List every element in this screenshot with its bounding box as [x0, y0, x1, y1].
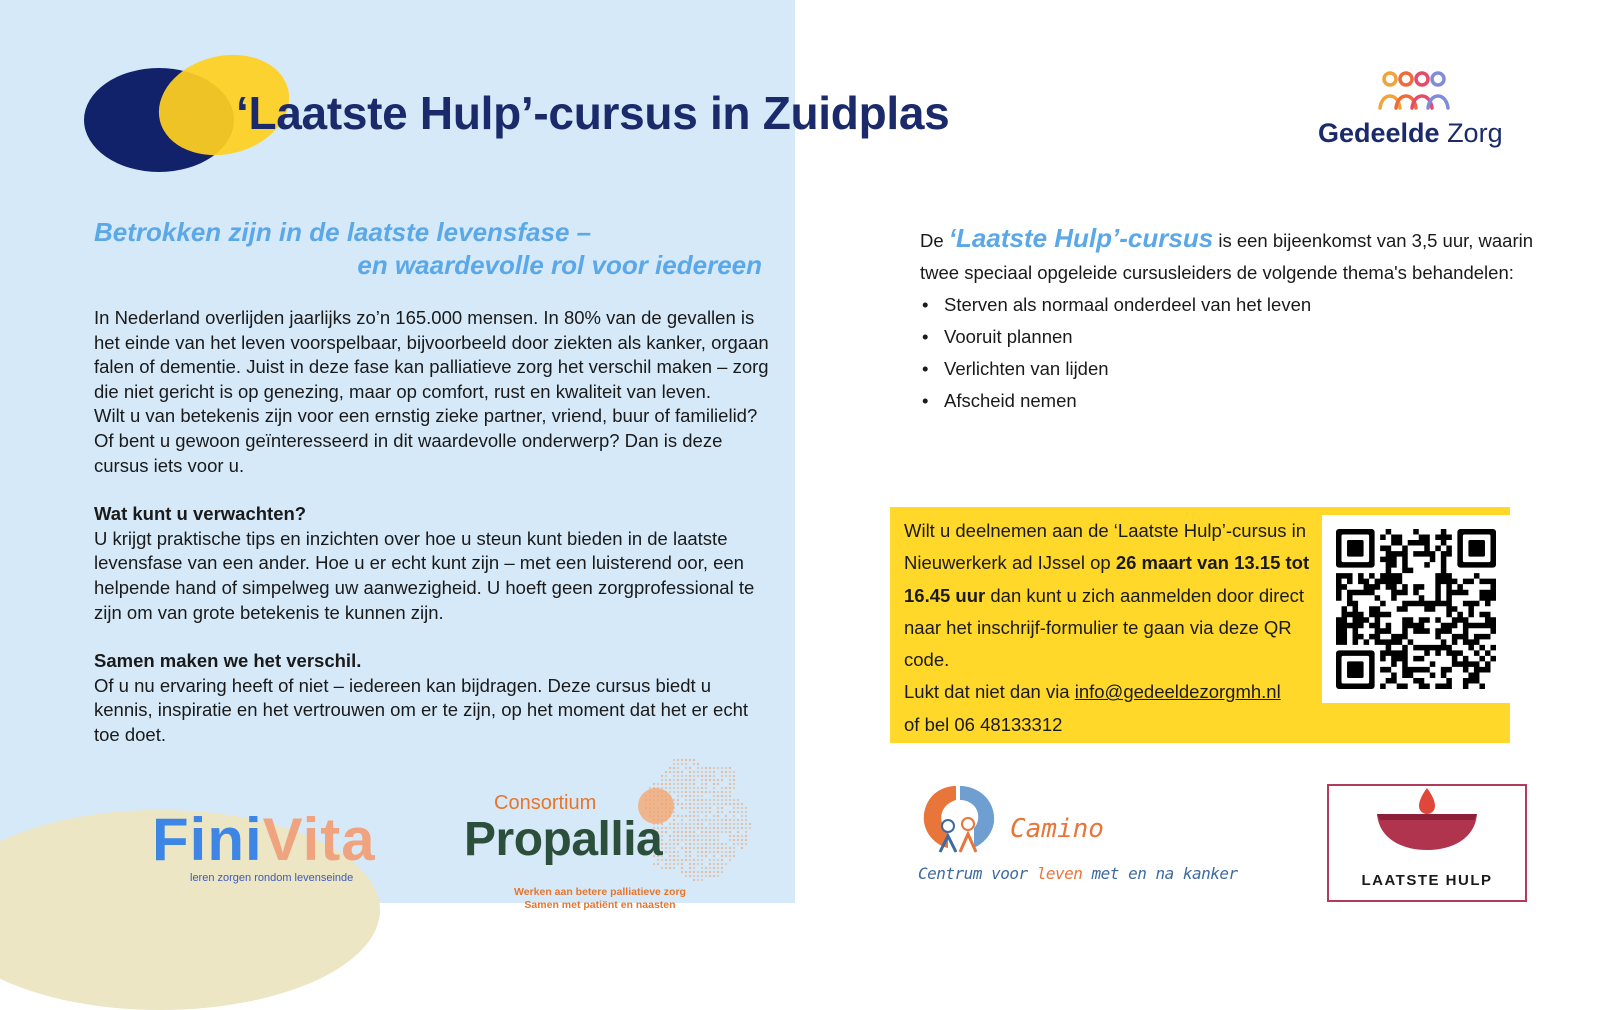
course-name: ‘Laatste Hulp’-cursus	[948, 223, 1214, 253]
registration-text: Wilt u deelnemen aan de ‘Laatste Hulp’-cursus in Nieuwerkerk ad IJssel op 26 maart van 13.15 tot 16.45 uur dan kunt u zich aanmelden door direct naar het inschrijf-formulier te gaan via deze QR code. Lukt dat niet dan via info@gedeeldezorgmh.nl of bel 06 48133312	[904, 520, 1310, 735]
consortium-label: Consortium	[494, 792, 597, 814]
registration-box	[890, 507, 1510, 743]
finivita-tagline: leren zorgen rondom levenseinde	[190, 872, 354, 884]
list-item: • Afscheid nemen	[920, 385, 1540, 417]
paragraph-question: Wilt u van betekenis zijn voor een ernstig zieke partner, vriend, buur of familielid? Of bent u gewoon geïnteresseerd in dit waardevolle onderwerp? Dan is deze cursus iets voor u.	[94, 405, 758, 476]
propallia-tagline: Werken aan betere palliatieve zorg Samen met patiënt en naasten	[514, 886, 686, 911]
qr-code[interactable]	[1322, 515, 1510, 703]
heading-together: Samen maken we het verschil.	[94, 650, 362, 672]
finivita-wordmark: FiniVita	[152, 806, 376, 873]
paragraph-intro: In Nederland overlijden jaarlijks zo’n 165.000 mensen. In 80% van de gevallen is het einde van het leven voorspelbaar, bijvoorbeeld door ziekten als kanker, orgaan falen of dementie. Juist in deze fase kan palliatieve zorg het verschil maken – zorg die niet gericht is op genezing, maar op comfort, rust en kwaliteit van leven.	[94, 307, 769, 402]
subtitle-line-2: en waardevolle rol voor iedereen	[357, 250, 762, 280]
camino-logo	[918, 782, 1238, 882]
propallia-logo	[460, 752, 770, 911]
email-link[interactable]: info@gedeeldezorgmh.nl	[1074, 681, 1281, 703]
list-item: • Verlichten van lijden	[920, 353, 1540, 385]
list-item: • Sterven als normaal onderdeel van het leven	[920, 289, 1540, 321]
body-text	[94, 306, 774, 748]
subtitle-line-1: Betrokken zijn in de laatste levensfase –	[94, 217, 592, 247]
laatste-hulp-logo	[1327, 784, 1527, 902]
people-group-icon	[1376, 70, 1456, 114]
finivita-logo	[152, 808, 412, 898]
brand-name: Gedeelde Zorg	[1318, 118, 1503, 148]
laatste-hulp-label: LAATSTE HULP	[1361, 872, 1493, 889]
course-intro	[920, 222, 1540, 417]
paragraph-together: Of u nu ervaring heeft of niet – iedereen kan bijdragen. Deze cursus biedt u kennis, inspiratie en het vertrouwen om er te zijn, op het moment dat het er echt toe doet.	[94, 674, 749, 745]
candle-bowl-icon	[1329, 786, 1525, 866]
page-title: ‘Laatste Hulp’-cursus in Zuidplas	[236, 87, 950, 139]
heading-expect: Wat kunt u verwachten?	[94, 503, 307, 525]
camino-tagline: Centrum voor leven met en na kanker	[918, 864, 1238, 883]
camino-wordmark: Camino	[1010, 814, 1104, 844]
themes-list	[920, 289, 1540, 417]
camino-symbol-icon	[918, 782, 998, 858]
course-date: 26 maart van 13.15 tot 16.45 uur	[904, 552, 1310, 606]
gedeelde-zorg-logo	[1318, 70, 1518, 160]
list-item: • Vooruit plannen	[920, 321, 1540, 353]
subtitle	[94, 216, 762, 282]
paragraph-expect: U krijgt praktische tips en inzichten over hoe u steun kunt bieden in de laatste levensfase van een ander. Hoe u er echt kunt zijn – met een luisterend oor, een helpende hand of simpelweg uw aanwezigheid. U hoeft geen zorgprofessional te zijn om van grote betekenis te kunnen zijn.	[94, 527, 755, 623]
propallia-wordmark: Propallia	[464, 813, 663, 866]
intro-text: De ‘Laatste Hulp’-cursus is een bijeenkomst van 3,5 uur, waarin twee speciaal opgeleide cursusleiders de volgende thema's behandelen:	[920, 223, 1534, 283]
qr-code-icon	[1336, 529, 1496, 689]
